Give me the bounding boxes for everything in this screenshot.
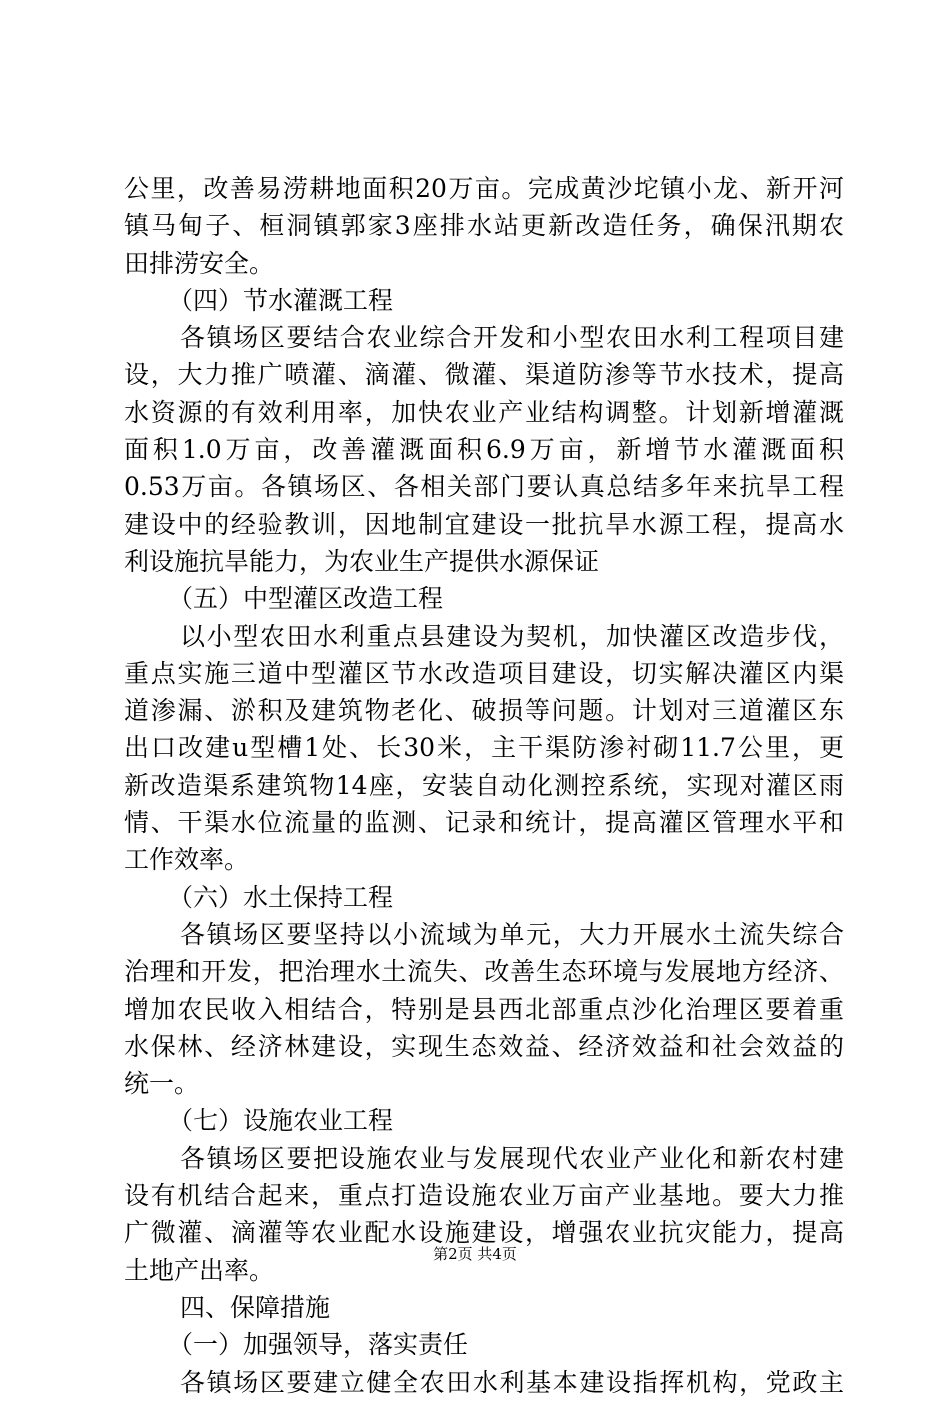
- body-line: 公里，改善易涝耕地面积20万亩。完成黄沙坨镇小龙、新开河: [124, 174, 844, 203]
- section-heading: （五）中型灌区改造工程: [168, 584, 444, 614]
- body-line: 各镇场区要建立健全农田水利基本建设指挥机构，党政主: [180, 1367, 844, 1397]
- document-body: [124, 170, 844, 1401]
- section-heading: （四）节水灌溉工程: [168, 285, 394, 315]
- body-line: 道渗漏、淤积及建筑物老化、破损等问题。计划对三道灌区东: [124, 696, 844, 726]
- body-line: 田排涝安全。: [124, 248, 275, 278]
- page-number-footer: 第2页 共4页: [433, 1245, 517, 1263]
- body-line: 各镇场区要把设施农业与发展现代农业产业化和新农村建: [180, 1143, 844, 1173]
- body-line: 水保林、经济林建设，实现生态效益、经济效益和社会效益的: [124, 1031, 844, 1061]
- body-line: 0.53万亩。各镇场区、各相关部门要认真总结多年来抗旱工程: [124, 472, 844, 502]
- body-line: 设，大力推广喷灌、滴灌、微灌、渠道防渗等节水技术，提高: [124, 360, 844, 390]
- body-line: 设有机结合起来，重点打造设施农业万亩产业基地。要大力推: [124, 1181, 844, 1211]
- body-line: 工作效率。: [124, 845, 250, 875]
- body-line: 水资源的有效利用率，加快农业产业结构调整。计划新增灌溉: [124, 397, 844, 427]
- body-line: 面积1.0万亩，改善灌溉面积6.9万亩，新增节水灌溉面积: [124, 435, 844, 465]
- body-line: 建设中的经验教训，因地制宜建设一批抗旱水源工程，提高水: [124, 509, 844, 539]
- body-line: 情、干渠水位流量的监测、记录和统计，提高灌区管理水平和: [124, 808, 844, 838]
- section-heading: 四、保障措施: [180, 1292, 331, 1322]
- section-heading: （一）加强领导，落实责任: [168, 1330, 469, 1360]
- body-line: 重点实施三道中型灌区节水改造项目建设，切实解决灌区内渠: [124, 658, 844, 688]
- section-heading: （七）设施农业工程: [168, 1106, 394, 1136]
- body-line: 出口改建u型槽1处、长30米，主干渠防渗衬砌11.7公里，更: [124, 733, 844, 763]
- body-line: 治理和开发，把治理水土流失、改善生态环境与发展地方经济、: [124, 957, 844, 987]
- body-line: 统一。: [124, 1069, 200, 1099]
- section-heading: （六）水土保持工程: [168, 882, 394, 912]
- body-line: 增加农民收入相结合，特别是县西北部重点沙化治理区要着重: [124, 994, 844, 1024]
- body-line: 各镇场区要坚持以小流域为单元，大力开展水土流失综合: [180, 919, 844, 949]
- body-line: 各镇场区要结合农业综合开发和小型农田水利工程项目建: [180, 323, 844, 353]
- body-line: 广微灌、滴灌等农业配水设施建设，增强农业抗灾能力，提高: [124, 1218, 844, 1248]
- body-line: 土地产出率。: [124, 1255, 275, 1285]
- body-line: 镇马甸子、桓洞镇郭家3座排水站更新改造任务，确保汛期农: [124, 211, 844, 241]
- body-line: 新改造渠系建筑物14座，安装自动化测控系统，实现对灌区雨: [124, 770, 844, 800]
- body-line: 以小型农田水利重点县建设为契机，加快灌区改造步伐，: [180, 621, 844, 651]
- body-line: 利设施抗旱能力，为农业生产提供水源保证: [124, 546, 600, 576]
